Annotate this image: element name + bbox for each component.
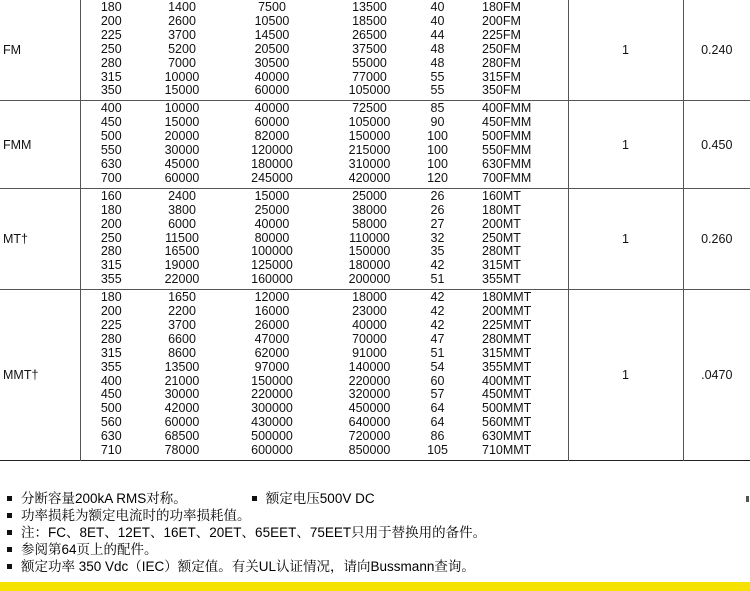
- value-col-4-cell: [322, 188, 417, 289]
- amp-rating: 250: [100, 41, 122, 56]
- bullet-icon: [7, 564, 12, 569]
- value-col-3: 500000: [251, 429, 293, 444]
- value-col-4: 18000: [352, 290, 387, 305]
- value-col-3: 125000: [251, 258, 293, 273]
- catalog-number-cell: [458, 0, 568, 101]
- value-col-5: 120: [427, 170, 448, 185]
- value-col-4: 105000: [348, 115, 391, 130]
- footnote-spare-parts: 注：FC、8ET、12ET、16ET、20ET、65EET、75EET只用于替换用的备件。: [21, 525, 487, 540]
- value-col-3: 80000: [254, 230, 290, 245]
- bullet-icon: [7, 496, 12, 501]
- value-col-2: 19000: [164, 258, 200, 273]
- value-col-4-cell: [322, 101, 417, 188]
- catalog-number: 180MMT: [482, 290, 532, 305]
- value-col-5: 47: [430, 331, 445, 346]
- value-col-3: 12000: [254, 290, 290, 305]
- value-col-4: 55000: [352, 55, 387, 70]
- value-col-3: 16000: [254, 304, 290, 319]
- amp-rating: 630: [100, 156, 122, 171]
- value-col-3: 14500: [254, 27, 290, 42]
- edge-mark: [746, 496, 749, 502]
- value-col-5: 42: [430, 317, 445, 332]
- footnote-5: [2, 558, 750, 575]
- amp-rating: 280: [100, 55, 122, 70]
- catalog-number: 280MMT: [482, 331, 532, 346]
- catalog-number: 160MT: [482, 188, 521, 203]
- value-col-4: 150000: [348, 129, 391, 144]
- value-col-3: 40000: [254, 101, 290, 116]
- value-col-2: 10000: [164, 101, 200, 116]
- catalog-number: 315MMT: [482, 345, 532, 360]
- catalog-number: 180MT: [482, 202, 521, 217]
- amp-rating-cell: [80, 188, 142, 289]
- catalog-number: 315FM: [482, 69, 521, 84]
- amp-rating-cell: [80, 101, 142, 188]
- catalog-number: 280FM: [482, 55, 521, 70]
- value-col-4: 91000: [352, 345, 387, 360]
- catalog-number: 200FM: [482, 13, 521, 28]
- amp-rating: 710: [100, 443, 122, 458]
- footnotes: [2, 490, 750, 575]
- amp-rating-cell: [80, 0, 142, 101]
- value-col-5: 48: [430, 41, 445, 56]
- value-col-3: 60000: [254, 115, 290, 130]
- value-col-3: 20500: [254, 41, 290, 56]
- amp-rating: 350: [100, 83, 122, 98]
- value-col-5: 51: [430, 345, 445, 360]
- value-col-3: 245000: [251, 170, 293, 185]
- amp-rating: 280: [100, 331, 122, 346]
- footnote-rating: 额定功率 350 Vdc（IEC）额定值。有关UL认证情况，请向Bussmann查询。: [21, 559, 475, 574]
- value-col-5: 42: [430, 304, 445, 319]
- value-col-4: 58000: [352, 216, 387, 231]
- value-col-4: 720000: [348, 429, 391, 444]
- amp-rating: 400: [100, 373, 122, 388]
- footnote-power-loss: 功率损耗为额定电流时的功率损耗值。: [21, 508, 251, 523]
- amp-rating: 200: [100, 216, 122, 231]
- value-col-3: 25000: [254, 202, 290, 217]
- value-col-2: 13500: [164, 359, 200, 374]
- footnote-2: [2, 507, 750, 524]
- value-col-5: 26: [430, 202, 445, 217]
- bullet-icon: [7, 547, 12, 552]
- value-col-5: 100: [427, 129, 448, 144]
- amp-rating: 315: [100, 345, 122, 360]
- unit-value: .0470: [683, 290, 750, 461]
- value-col-4: 25000: [352, 188, 387, 203]
- series-group: [0, 290, 750, 461]
- value-col-3: 430000: [251, 415, 293, 430]
- value-col-2-cell: [142, 188, 222, 289]
- amp-rating: 355: [100, 359, 122, 374]
- value-col-5-cell: [417, 290, 458, 461]
- catalog-number: 450FMM: [482, 115, 532, 130]
- value-col-3: 82000: [254, 129, 290, 144]
- value-col-5: 90: [430, 115, 445, 130]
- value-col-2: 16500: [164, 244, 200, 259]
- value-col-2: 30000: [164, 387, 200, 402]
- footnote-accessories: 参阅第64页上的配件。: [21, 542, 158, 557]
- value-col-4: 200000: [348, 272, 391, 287]
- value-col-4: 420000: [348, 170, 391, 185]
- value-col-2-cell: [142, 0, 222, 101]
- catalog-number: 630FMM: [482, 156, 532, 171]
- value-col-3-cell: [222, 101, 322, 188]
- value-col-2: 3700: [168, 27, 196, 42]
- value-col-3: 97000: [254, 359, 290, 374]
- amp-rating: 700: [100, 170, 122, 185]
- bullet-icon: [252, 496, 257, 501]
- value-col-2: 11500: [165, 230, 199, 245]
- catalog-number-cell: [458, 290, 568, 461]
- value-col-5-cell: [417, 101, 458, 188]
- value-col-4: 40000: [352, 317, 387, 332]
- bullet-icon: [7, 513, 12, 518]
- value-col-4: 220000: [348, 373, 391, 388]
- catalog-number: 315MT: [482, 258, 521, 273]
- value-col-3: 26000: [254, 317, 290, 332]
- value-col-5: 55: [430, 69, 445, 84]
- series-name: MT†: [3, 231, 28, 246]
- value-col-2: 3800: [168, 202, 196, 217]
- footnote-4: [2, 541, 750, 558]
- value-col-4: 640000: [348, 415, 391, 430]
- quantity: 1: [568, 188, 683, 289]
- catalog-number: 200MT: [482, 216, 521, 231]
- value-col-3: 220000: [251, 387, 293, 402]
- amp-rating: 160: [100, 188, 122, 203]
- value-col-3: 120000: [251, 143, 293, 158]
- amp-rating: 500: [100, 129, 122, 144]
- unit-value: 0.450: [683, 101, 750, 188]
- catalog-number: 500FMM: [482, 129, 532, 144]
- amp-rating-cell: [80, 290, 142, 461]
- value-col-3: 30500: [254, 55, 290, 70]
- value-col-5: 86: [430, 429, 445, 444]
- value-col-4: 37500: [352, 41, 387, 56]
- value-col-2: 1650: [168, 290, 196, 305]
- value-col-2: 2200: [168, 304, 196, 319]
- amp-rating: 280: [100, 244, 122, 259]
- value-col-2: 30000: [164, 143, 200, 158]
- value-col-3: 40000: [254, 216, 290, 231]
- series-group: [0, 188, 750, 289]
- series-group: [0, 0, 750, 101]
- value-col-4: 26500: [352, 27, 387, 42]
- value-col-2: 21000: [164, 373, 200, 388]
- catalog-number: 400FMM: [482, 101, 532, 116]
- catalog-number: 200MMT: [482, 304, 532, 319]
- value-col-2-cell: [142, 290, 222, 461]
- value-col-2: 20000: [164, 129, 200, 144]
- series-name: MMT†: [3, 368, 39, 383]
- value-col-4: 72500: [352, 101, 387, 116]
- bottom-accent-bar: [0, 582, 750, 591]
- value-col-3: 300000: [251, 401, 293, 416]
- value-col-5: 100: [427, 143, 448, 158]
- catalog-number: 550FMM: [482, 143, 532, 158]
- amp-rating: 315: [100, 69, 122, 84]
- value-col-2: 10000: [164, 69, 200, 84]
- value-col-2: 6000: [168, 216, 196, 231]
- value-col-4: 150000: [348, 244, 391, 259]
- amp-rating: 450: [100, 387, 122, 402]
- value-col-3: 7500: [258, 0, 286, 14]
- value-col-3: 10500: [254, 13, 290, 28]
- value-col-3: 180000: [251, 156, 293, 171]
- value-col-4: 450000: [348, 401, 391, 416]
- value-col-3-cell: [222, 0, 322, 101]
- value-col-4: 110000: [349, 230, 390, 245]
- amp-rating: 550: [100, 143, 122, 158]
- value-col-2: 60000: [164, 415, 200, 430]
- value-col-3: 60000: [254, 83, 290, 98]
- amp-rating: 200: [100, 13, 122, 28]
- value-col-5: 27: [430, 216, 445, 231]
- amp-rating: 250: [100, 230, 122, 245]
- value-col-5: 42: [430, 290, 445, 305]
- footnote-1b: [247, 490, 375, 507]
- value-col-5: 40: [430, 13, 445, 28]
- value-col-2: 15000: [164, 83, 200, 98]
- value-col-4: 310000: [348, 156, 391, 171]
- value-col-2: 7000: [168, 55, 196, 70]
- catalog-number: 630MMT: [482, 429, 532, 444]
- value-col-5-cell: [417, 0, 458, 101]
- series-name: FM: [3, 43, 22, 58]
- value-col-5: 57: [430, 387, 445, 402]
- value-col-4: 850000: [348, 443, 391, 458]
- value-col-2: 22000: [164, 272, 200, 287]
- value-col-2: 8600: [168, 345, 196, 360]
- catalog-number: 280MT: [482, 244, 521, 259]
- value-col-3: 40000: [254, 69, 290, 84]
- value-col-5: 100: [427, 156, 448, 171]
- value-col-3: 15000: [254, 188, 290, 203]
- amp-rating: 560: [100, 415, 122, 430]
- catalog-number: 560MMT: [482, 415, 532, 430]
- amp-rating: 355: [100, 272, 122, 287]
- value-col-5-cell: [417, 188, 458, 289]
- value-col-4: 105000: [348, 83, 391, 98]
- value-col-4: 215000: [348, 143, 391, 158]
- amp-rating: 180: [100, 0, 122, 14]
- amp-rating: 630: [100, 429, 122, 444]
- value-col-4: 18500: [352, 13, 387, 28]
- amp-rating: 180: [100, 202, 122, 217]
- value-col-2: 78000: [164, 443, 200, 458]
- footnote-breaking-capacity: 分断容量200kA RMS对称。: [21, 491, 187, 506]
- quantity: 1: [568, 290, 683, 461]
- value-col-3: 160000: [251, 272, 293, 287]
- bullet-icon: [7, 530, 12, 535]
- catalog-number: 400MMT: [482, 373, 532, 388]
- catalog-number: 355MT: [482, 272, 521, 287]
- value-col-5: 54: [430, 359, 445, 374]
- value-col-4-cell: [322, 0, 417, 101]
- value-col-2: 1400: [168, 0, 196, 14]
- catalog-number: 710MMT: [482, 443, 532, 458]
- value-col-3: 600000: [251, 443, 293, 458]
- value-col-4: 70000: [352, 331, 387, 346]
- value-col-5: 64: [430, 415, 445, 430]
- catalog-number: 250MT: [482, 230, 521, 245]
- catalog-number-cell: [458, 101, 568, 188]
- amp-rating: 225: [100, 27, 122, 42]
- amp-rating: 225: [100, 317, 122, 332]
- value-col-3: 100000: [251, 244, 293, 259]
- value-col-2-cell: [142, 101, 222, 188]
- value-col-4: 320000: [348, 387, 391, 402]
- value-col-5: 32: [430, 230, 445, 245]
- value-col-2: 2400: [168, 188, 196, 203]
- catalog-number-cell: [458, 188, 568, 289]
- value-col-5: 44: [430, 27, 445, 42]
- catalog-number: 225MMT: [482, 317, 532, 332]
- value-col-5: 105: [427, 443, 448, 458]
- amp-rating: 400: [100, 101, 122, 116]
- footnote-rated-voltage: 额定电压500V DC: [265, 491, 375, 506]
- amp-rating: 200: [100, 304, 122, 319]
- value-col-3-cell: [222, 188, 322, 289]
- value-col-5: 85: [430, 101, 445, 116]
- value-col-4: 180000: [348, 258, 391, 273]
- value-col-5: 35: [430, 244, 445, 259]
- catalog-number: 350FM: [482, 83, 521, 98]
- value-col-4: 23000: [352, 304, 387, 319]
- value-col-5: 55: [430, 83, 445, 98]
- series-group: [0, 101, 750, 188]
- value-col-2: 6600: [168, 331, 196, 346]
- value-col-4: 77000: [352, 69, 387, 84]
- value-col-5: 40: [430, 0, 445, 14]
- value-col-5: 64: [430, 401, 445, 416]
- amp-rating: 180: [100, 290, 122, 305]
- catalog-number: 180FM: [482, 0, 521, 14]
- catalog-number: 700FMM: [482, 170, 532, 185]
- amp-rating: 315: [100, 258, 122, 273]
- value-col-4: 13500: [352, 0, 387, 14]
- value-col-2: 68500: [164, 429, 200, 444]
- quantity: 1: [568, 101, 683, 188]
- catalog-number: 500MMT: [482, 401, 532, 416]
- quantity: 1: [568, 0, 683, 101]
- catalog-number: 225FM: [482, 27, 521, 42]
- catalog-number: 450MMT: [482, 387, 532, 402]
- value-col-4: 38000: [352, 202, 387, 217]
- catalog-number: 250FM: [482, 41, 521, 56]
- value-col-5: 26: [430, 188, 445, 203]
- value-col-5: 48: [430, 55, 445, 70]
- amp-rating: 500: [100, 401, 122, 416]
- value-col-3: 150000: [251, 373, 293, 388]
- series-name: FMM: [3, 137, 32, 152]
- unit-value: 0.240: [683, 0, 750, 101]
- value-col-2: 3700: [168, 317, 196, 332]
- value-col-2: 60000: [164, 170, 200, 185]
- unit-value: 0.260: [683, 188, 750, 289]
- value-col-5: 42: [430, 258, 445, 273]
- value-col-4: 140000: [348, 359, 391, 374]
- footnote-3: [2, 524, 750, 541]
- value-col-5: 51: [430, 272, 445, 287]
- value-col-3-cell: [222, 290, 322, 461]
- value-col-3: 62000: [254, 345, 290, 360]
- value-col-5: 60: [430, 373, 445, 388]
- value-col-2: 15000: [164, 115, 200, 130]
- footnote-1: [2, 490, 750, 507]
- value-col-4-cell: [322, 290, 417, 461]
- amp-rating: 450: [100, 115, 122, 130]
- value-col-3: 47000: [254, 331, 290, 346]
- value-col-2: 2600: [168, 13, 196, 28]
- value-col-2: 42000: [164, 401, 200, 416]
- catalog-number: 355MMT: [482, 359, 532, 374]
- value-col-2: 45000: [164, 156, 200, 171]
- value-col-2: 5200: [168, 41, 196, 56]
